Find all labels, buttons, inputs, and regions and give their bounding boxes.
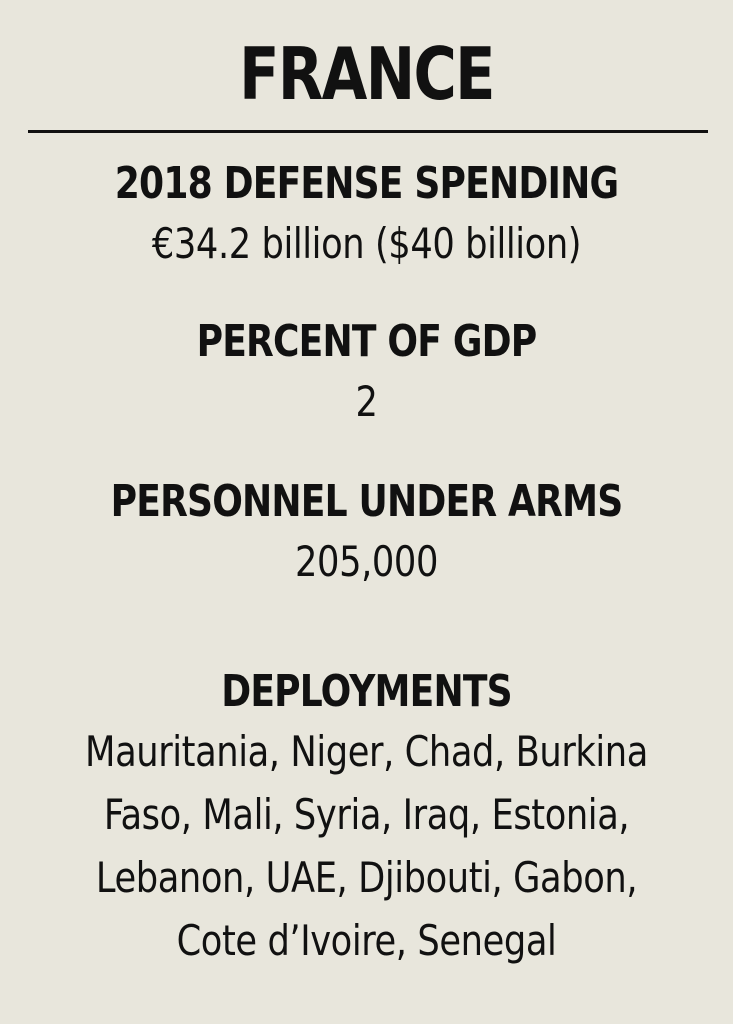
personnel-section xyxy=(0,474,733,594)
personnel-label: PERSONNEL UNDER ARMS xyxy=(110,476,623,527)
deployments-line: Mauritania, Niger, Chad, Burkina xyxy=(85,727,648,776)
defense-spending-section xyxy=(0,156,733,276)
deployments-line: Cote d’Ivoire, Senegal xyxy=(176,916,557,965)
gdp-percent-section xyxy=(0,314,733,434)
deployments-section xyxy=(0,664,733,972)
country-title: FRANCE xyxy=(239,32,494,116)
defense-spending-label: 2018 DEFENSE SPENDING xyxy=(114,158,619,209)
deployments-list xyxy=(59,720,675,972)
gdp-percent-label: PERCENT OF GDP xyxy=(196,316,537,367)
personnel-value: 205,000 xyxy=(295,537,438,586)
defense-spending-value: €34.2 billion ($40 billion) xyxy=(151,219,582,268)
deployments-line: Lebanon, UAE, Djibouti, Gabon, xyxy=(95,853,638,902)
gdp-percent-value: 2 xyxy=(355,377,378,426)
title-divider xyxy=(28,130,708,133)
deployments-label: DEPLOYMENTS xyxy=(221,666,512,717)
deployments-line: Faso, Mali, Syria, Iraq, Estonia, xyxy=(103,790,630,839)
